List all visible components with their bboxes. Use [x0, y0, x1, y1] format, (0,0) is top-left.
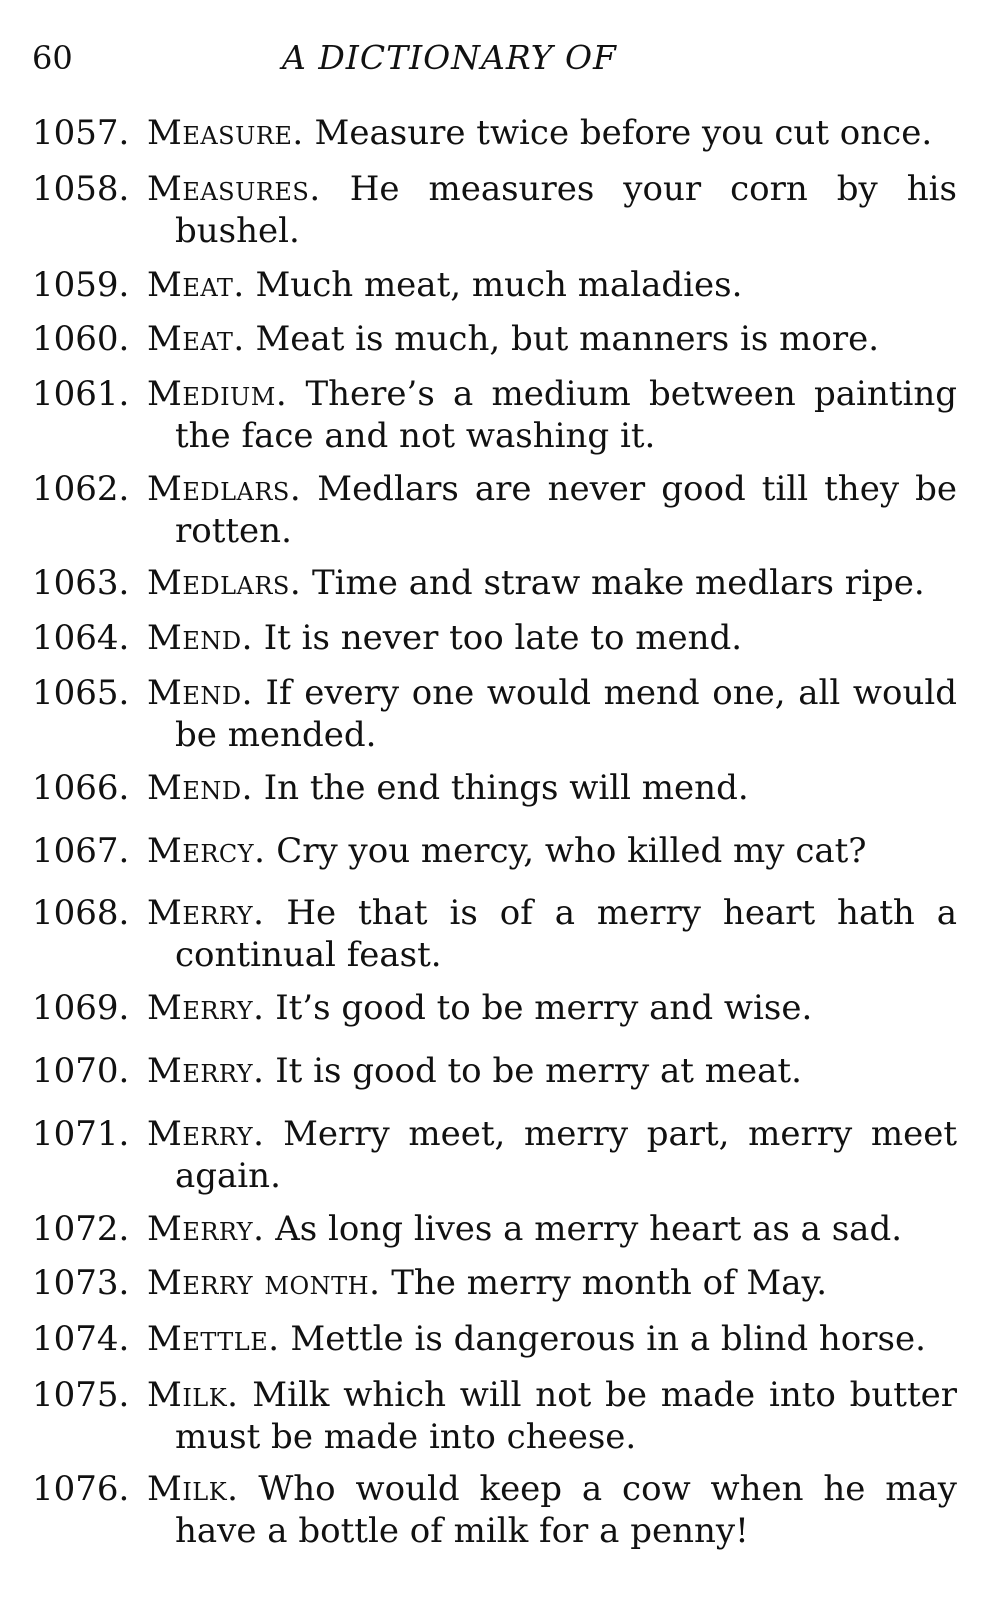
entry-text: If every one would mend one, all would be mended. [175, 673, 958, 755]
page-number: 60 [32, 39, 73, 77]
proverb-entry [32, 468, 957, 552]
entry-keyword: Meat. [147, 265, 245, 305]
proverb-entry [32, 112, 957, 154]
proverb-entry [32, 264, 957, 306]
proverb-entry [32, 767, 957, 809]
entry-text: Meat is much, but manners is more. [255, 319, 880, 359]
entry-text: Cry you mercy, who killed my cat? [276, 831, 867, 871]
entry-text: There’s a medium between painting the face and not washing it. [175, 374, 957, 456]
entry-number: 1075. [32, 1375, 130, 1415]
entry-keyword: Medlars. [147, 469, 302, 509]
entry-text: Who would keep a cow when he may have a bottle of milk for a penny! [175, 1469, 957, 1551]
entry-keyword: Meat. [147, 319, 245, 359]
entry-keyword: Merry. [147, 1209, 265, 1249]
entry-keyword: Merry. [147, 988, 265, 1028]
entry-keyword: Medium. [147, 374, 288, 414]
entry-text: Medlars are never good till they be rotten. [175, 469, 957, 551]
proverb-entry [32, 1262, 957, 1304]
entry-number: 1066. [32, 768, 130, 808]
entry-number: 1070. [32, 1051, 130, 1091]
entry-keyword: Mettle. [147, 1319, 280, 1359]
entry-text: It is never too late to mend. [263, 618, 743, 658]
entry-number: 1060. [32, 319, 130, 359]
entry-number: 1074. [32, 1319, 130, 1359]
proverb-entry [32, 830, 957, 872]
entry-number: 1064. [32, 618, 130, 658]
entry-keyword: Milk. [147, 1375, 239, 1415]
proverb-entry [32, 1208, 957, 1250]
entry-number: 1058. [32, 169, 130, 209]
proverb-entry [32, 1374, 957, 1458]
entry-number: 1065. [32, 673, 130, 713]
running-title: A DICTIONARY OF [282, 38, 617, 77]
entry-text: Mettle is dangerous in a blind horse. [290, 1319, 926, 1359]
proverb-entry [32, 1050, 957, 1092]
entry-keyword: Mend. [147, 768, 253, 808]
proverb-entry [32, 987, 957, 1029]
entry-keyword: Milk. [147, 1469, 239, 1509]
entry-number: 1073. [32, 1263, 130, 1303]
entry-keyword: Measures. [147, 169, 321, 209]
entry-text: Time and straw make medlars ripe. [311, 563, 925, 603]
entry-text: It is good to be merry at meat. [275, 1051, 802, 1091]
entry-keyword: Merry. [147, 1051, 265, 1091]
entry-keyword: Mercy. [147, 831, 266, 871]
entry-number: 1072. [32, 1209, 130, 1249]
proverb-entry [32, 1318, 957, 1360]
entry-text: The merry month of May. [391, 1263, 828, 1303]
proverb-entry [32, 373, 957, 457]
proverb-entry [32, 617, 957, 659]
proverb-entry [32, 1113, 957, 1197]
entry-text: It’s good to be merry and wise. [275, 988, 813, 1028]
page-header [32, 38, 962, 82]
entry-number: 1076. [32, 1469, 130, 1509]
entry-text: Much meat, much maladies. [255, 265, 743, 305]
entry-keyword: Merry. [147, 893, 265, 933]
proverb-entry [32, 1468, 957, 1552]
entry-number: 1068. [32, 893, 130, 933]
entry-number: 1069. [32, 988, 130, 1028]
entry-keyword: Mend. [147, 673, 253, 713]
entry-text: Milk which will not be made into butter must be made into cheese. [175, 1375, 957, 1457]
entry-text: As long lives a merry heart as a sad. [275, 1209, 903, 1249]
proverb-entry [32, 318, 957, 360]
proverb-entry [32, 892, 957, 976]
entry-text: Measure twice before you cut once. [314, 113, 933, 153]
entry-keyword: Medlars. [147, 563, 302, 603]
entry-keyword: Merry. [147, 1114, 265, 1154]
entry-text: He measures your corn by his bushel. [175, 169, 957, 251]
entry-number: 1057. [32, 113, 130, 153]
proverb-entry [32, 672, 957, 756]
entry-keyword: Merry month. [147, 1263, 381, 1303]
entry-text: Merry meet, merry part, merry meet again. [175, 1114, 958, 1196]
entry-number: 1062. [32, 469, 130, 509]
entry-number: 1063. [32, 563, 130, 603]
entry-number: 1067. [32, 831, 130, 871]
entry-number: 1061. [32, 374, 130, 414]
entry-text: He that is of a merry heart hath a continual feast. [175, 893, 957, 975]
entry-keyword: Measure. [147, 113, 304, 153]
proverb-entry [32, 562, 957, 604]
entry-number: 1071. [32, 1114, 130, 1154]
entry-text: In the end things will mend. [263, 768, 749, 808]
proverb-entry [32, 168, 957, 252]
entry-keyword: Mend. [147, 618, 253, 658]
entry-number: 1059. [32, 265, 130, 305]
